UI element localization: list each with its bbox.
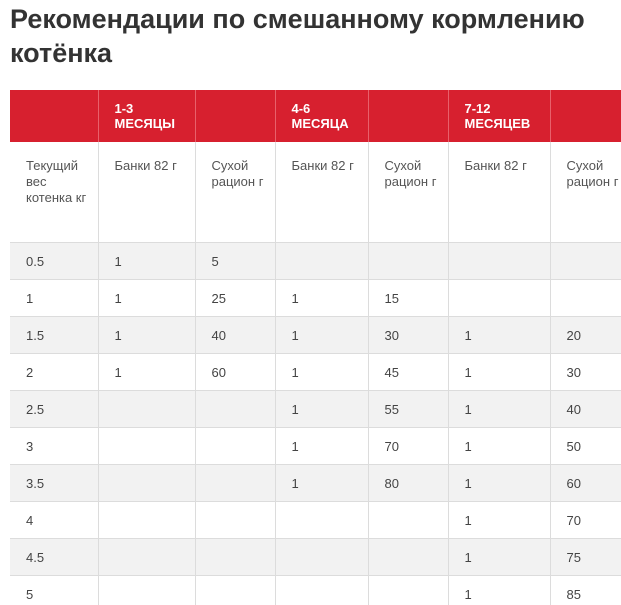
table-cell: 40 <box>550 391 621 428</box>
header-cell <box>195 90 275 142</box>
header-cell <box>550 90 621 142</box>
table-cell <box>98 576 195 605</box>
weight-cell: 3.5 <box>10 465 98 502</box>
table-cell: 30 <box>368 317 448 354</box>
table-cell <box>368 539 448 576</box>
table-cell: 1 <box>448 354 550 391</box>
table-cell: 1 <box>275 428 368 465</box>
table-row <box>10 576 621 605</box>
table-header-row <box>10 90 621 142</box>
table-cell: 1 <box>448 317 550 354</box>
table-cell <box>98 428 195 465</box>
header-cell: 4-6 МЕСЯЦА <box>275 90 368 142</box>
table-cell: 1 <box>275 465 368 502</box>
table-row <box>10 502 621 539</box>
header-cell <box>368 90 448 142</box>
table-cell <box>275 502 368 539</box>
table-cell <box>448 280 550 317</box>
weight-cell: 4 <box>10 502 98 539</box>
subheader-cell: Банки 82 г <box>98 142 195 243</box>
weight-cell: 4.5 <box>10 539 98 576</box>
subheader-cell: Банки 82 г <box>448 142 550 243</box>
weight-cell: 2.5 <box>10 391 98 428</box>
table-cell <box>98 502 195 539</box>
table-row <box>10 243 621 280</box>
table-cell <box>195 465 275 502</box>
weight-cell: 3 <box>10 428 98 465</box>
subheader-cell: Банки 82 г <box>275 142 368 243</box>
weight-cell: 5 <box>10 576 98 605</box>
table-cell: 1 <box>98 280 195 317</box>
table-cell: 55 <box>368 391 448 428</box>
table-cell: 5 <box>195 243 275 280</box>
table-cell: 85 <box>550 576 621 605</box>
table-cell: 1 <box>448 465 550 502</box>
weight-cell: 1.5 <box>10 317 98 354</box>
weight-cell: 1 <box>10 280 98 317</box>
table-cell: 1 <box>275 317 368 354</box>
subheader-cell: Сухой рацион г <box>195 142 275 243</box>
table-cell: 50 <box>550 428 621 465</box>
table-cell: 1 <box>275 391 368 428</box>
header-cell: 1-3 МЕСЯЦЫ <box>98 90 195 142</box>
subheader-cell: Сухой рацион г <box>550 142 621 243</box>
subheader-cell: Сухой рацион г <box>368 142 448 243</box>
weight-cell: 2 <box>10 354 98 391</box>
table-cell <box>195 576 275 605</box>
weight-cell: 0.5 <box>10 243 98 280</box>
header-cell: 7-12 МЕСЯЦЕВ <box>448 90 550 142</box>
table-cell <box>368 576 448 605</box>
table-cell: 1 <box>98 243 195 280</box>
table-cell <box>98 539 195 576</box>
table-row <box>10 428 621 465</box>
table-row <box>10 280 621 317</box>
table-cell: 70 <box>368 428 448 465</box>
table-cell: 70 <box>550 502 621 539</box>
table-cell: 1 <box>448 391 550 428</box>
table-row <box>10 391 621 428</box>
weight-column-header: Текущий вес котенка кг <box>10 142 98 243</box>
table-cell: 30 <box>550 354 621 391</box>
table-cell: 1 <box>448 576 550 605</box>
table-cell: 20 <box>550 317 621 354</box>
header-cell <box>10 90 98 142</box>
table-cell: 45 <box>368 354 448 391</box>
table-cell <box>275 539 368 576</box>
table-cell <box>195 391 275 428</box>
table-cell <box>368 502 448 539</box>
table-cell <box>368 243 448 280</box>
table-cell <box>195 539 275 576</box>
table-row <box>10 465 621 502</box>
table-cell <box>550 280 621 317</box>
table-row <box>10 539 621 576</box>
table-cell: 40 <box>195 317 275 354</box>
table-cell: 1 <box>275 280 368 317</box>
table-cell: 60 <box>550 465 621 502</box>
table-cell <box>195 502 275 539</box>
table-cell: 1 <box>98 354 195 391</box>
table-cell <box>195 428 275 465</box>
table-cell: 60 <box>195 354 275 391</box>
table-cell: 25 <box>195 280 275 317</box>
page-title: Рекомендации по смешанному кормлению котёнка <box>10 4 585 68</box>
table-cell <box>448 243 550 280</box>
table-row <box>10 317 621 354</box>
table-cell: 80 <box>368 465 448 502</box>
table-cell <box>550 243 621 280</box>
table-cell: 75 <box>550 539 621 576</box>
table-cell: 1 <box>448 539 550 576</box>
table-cell: 1 <box>275 354 368 391</box>
feeding-table-container[interactable] <box>10 90 621 605</box>
feeding-table <box>10 90 621 605</box>
table-cell: 1 <box>98 317 195 354</box>
table-subheader-row <box>10 142 621 243</box>
table-cell <box>275 576 368 605</box>
table-cell <box>275 243 368 280</box>
table-cell: 1 <box>448 502 550 539</box>
table-body <box>10 243 621 605</box>
table-cell: 1 <box>448 428 550 465</box>
table-cell <box>98 391 195 428</box>
table-row <box>10 354 621 391</box>
table-cell: 15 <box>368 280 448 317</box>
table-cell <box>98 465 195 502</box>
